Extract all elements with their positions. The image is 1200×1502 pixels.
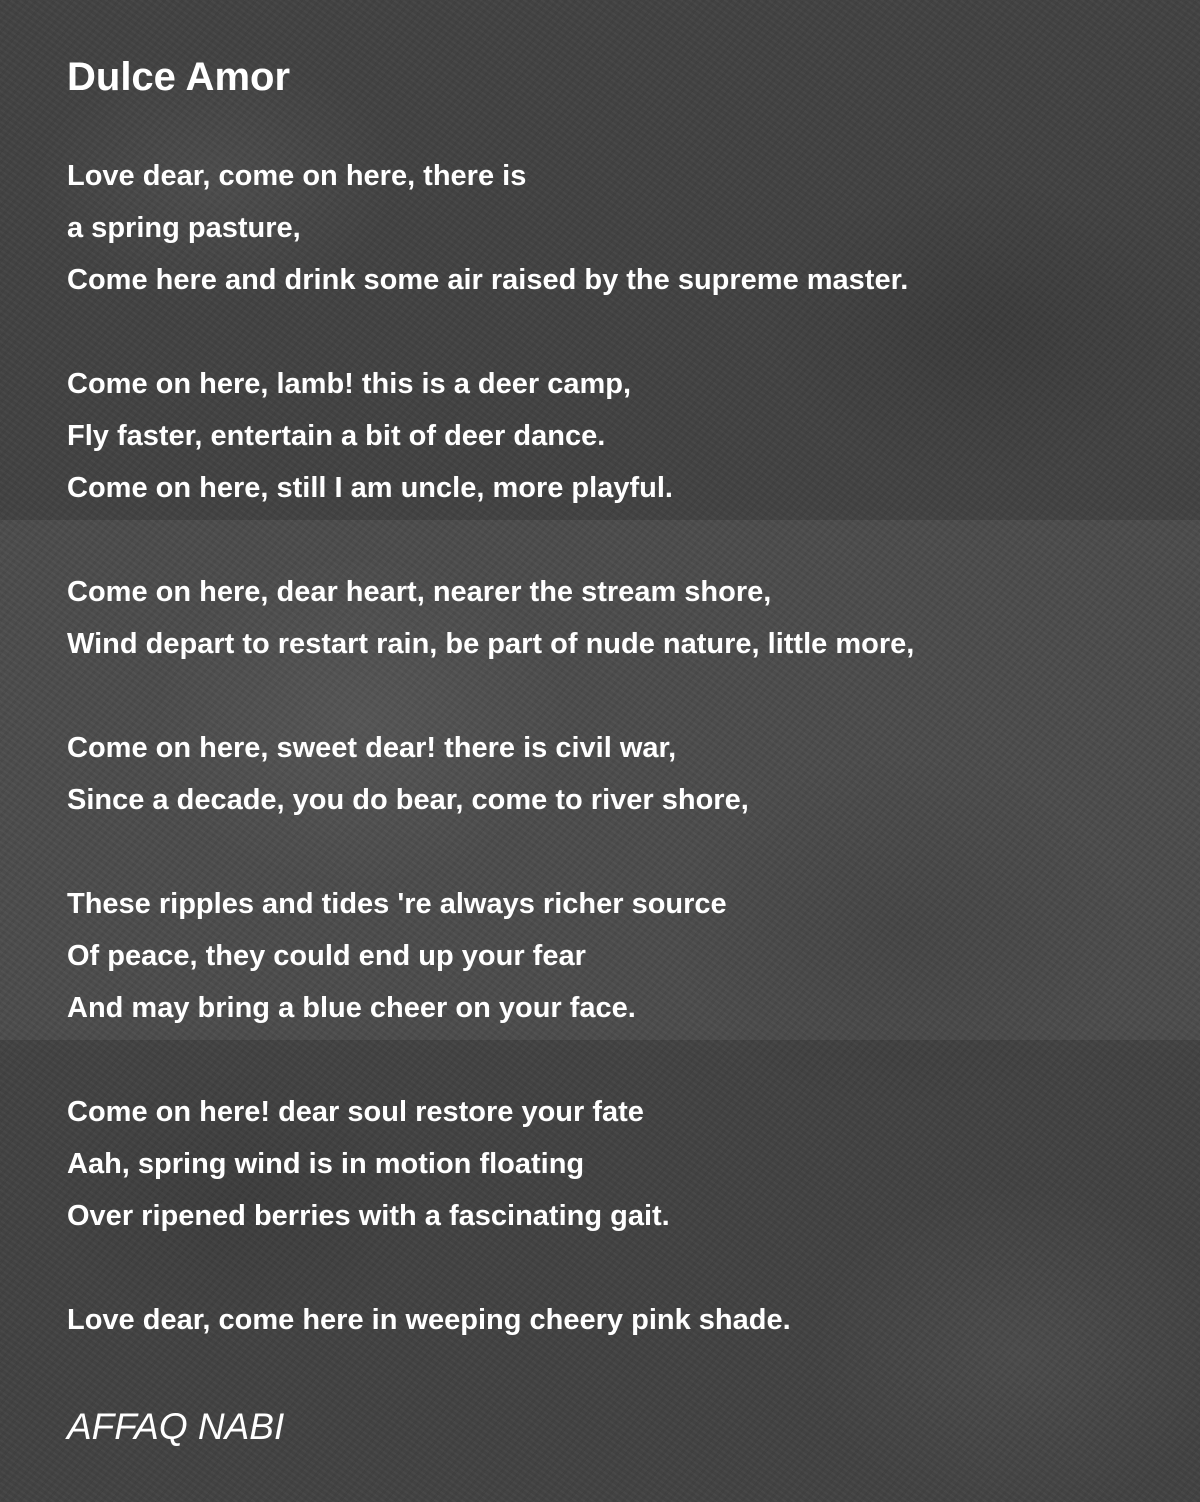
poem-line: Since a decade, you do bear, come to river shore, xyxy=(67,784,749,816)
poem-line: Love dear, come here in weeping cheery pink shade. xyxy=(67,1304,791,1336)
stanza xyxy=(67,358,1167,514)
poem-line: Come here and drink some air raised by the supreme master. xyxy=(67,264,909,296)
poem-line: These ripples and tides 're always richer source xyxy=(67,888,727,920)
poem-line: Come on here! dear soul restore your fate xyxy=(67,1096,644,1128)
stanza xyxy=(67,722,1167,826)
poem-line: Come on here, lamb! this is a deer camp, xyxy=(67,368,632,400)
poem-line: Come on here, sweet dear! there is civil war, xyxy=(67,732,677,764)
poem-line: Love dear, come on here, there is xyxy=(67,160,527,192)
poem-line: a spring pasture, xyxy=(67,212,301,244)
poem-line: And may bring a blue cheer on your face. xyxy=(67,992,636,1024)
stanza xyxy=(67,150,1167,306)
stanza xyxy=(67,1086,1167,1242)
stanza xyxy=(67,566,1167,670)
poem-line: Of peace, they could end up your fear xyxy=(67,940,586,972)
poem-line: Wind depart to restart rain, be part of nude nature, little more, xyxy=(67,628,915,660)
poem-title: Dulce Amor xyxy=(67,55,291,99)
poem-body xyxy=(67,150,1167,1398)
poem-line: Fly faster, entertain a bit of deer dance. xyxy=(67,420,606,452)
poem-line: Aah, spring wind is in motion floating xyxy=(67,1148,585,1180)
stanza xyxy=(67,878,1167,1034)
poem-line: Come on here, still I am uncle, more playful. xyxy=(67,472,673,504)
poem-line: Over ripened berries with a fascinating gait. xyxy=(67,1200,670,1232)
poem-author: AFFAQ NABI xyxy=(67,1406,285,1447)
poem-line: Come on here, dear heart, nearer the stream shore, xyxy=(67,576,772,608)
stanza xyxy=(67,1294,1167,1346)
